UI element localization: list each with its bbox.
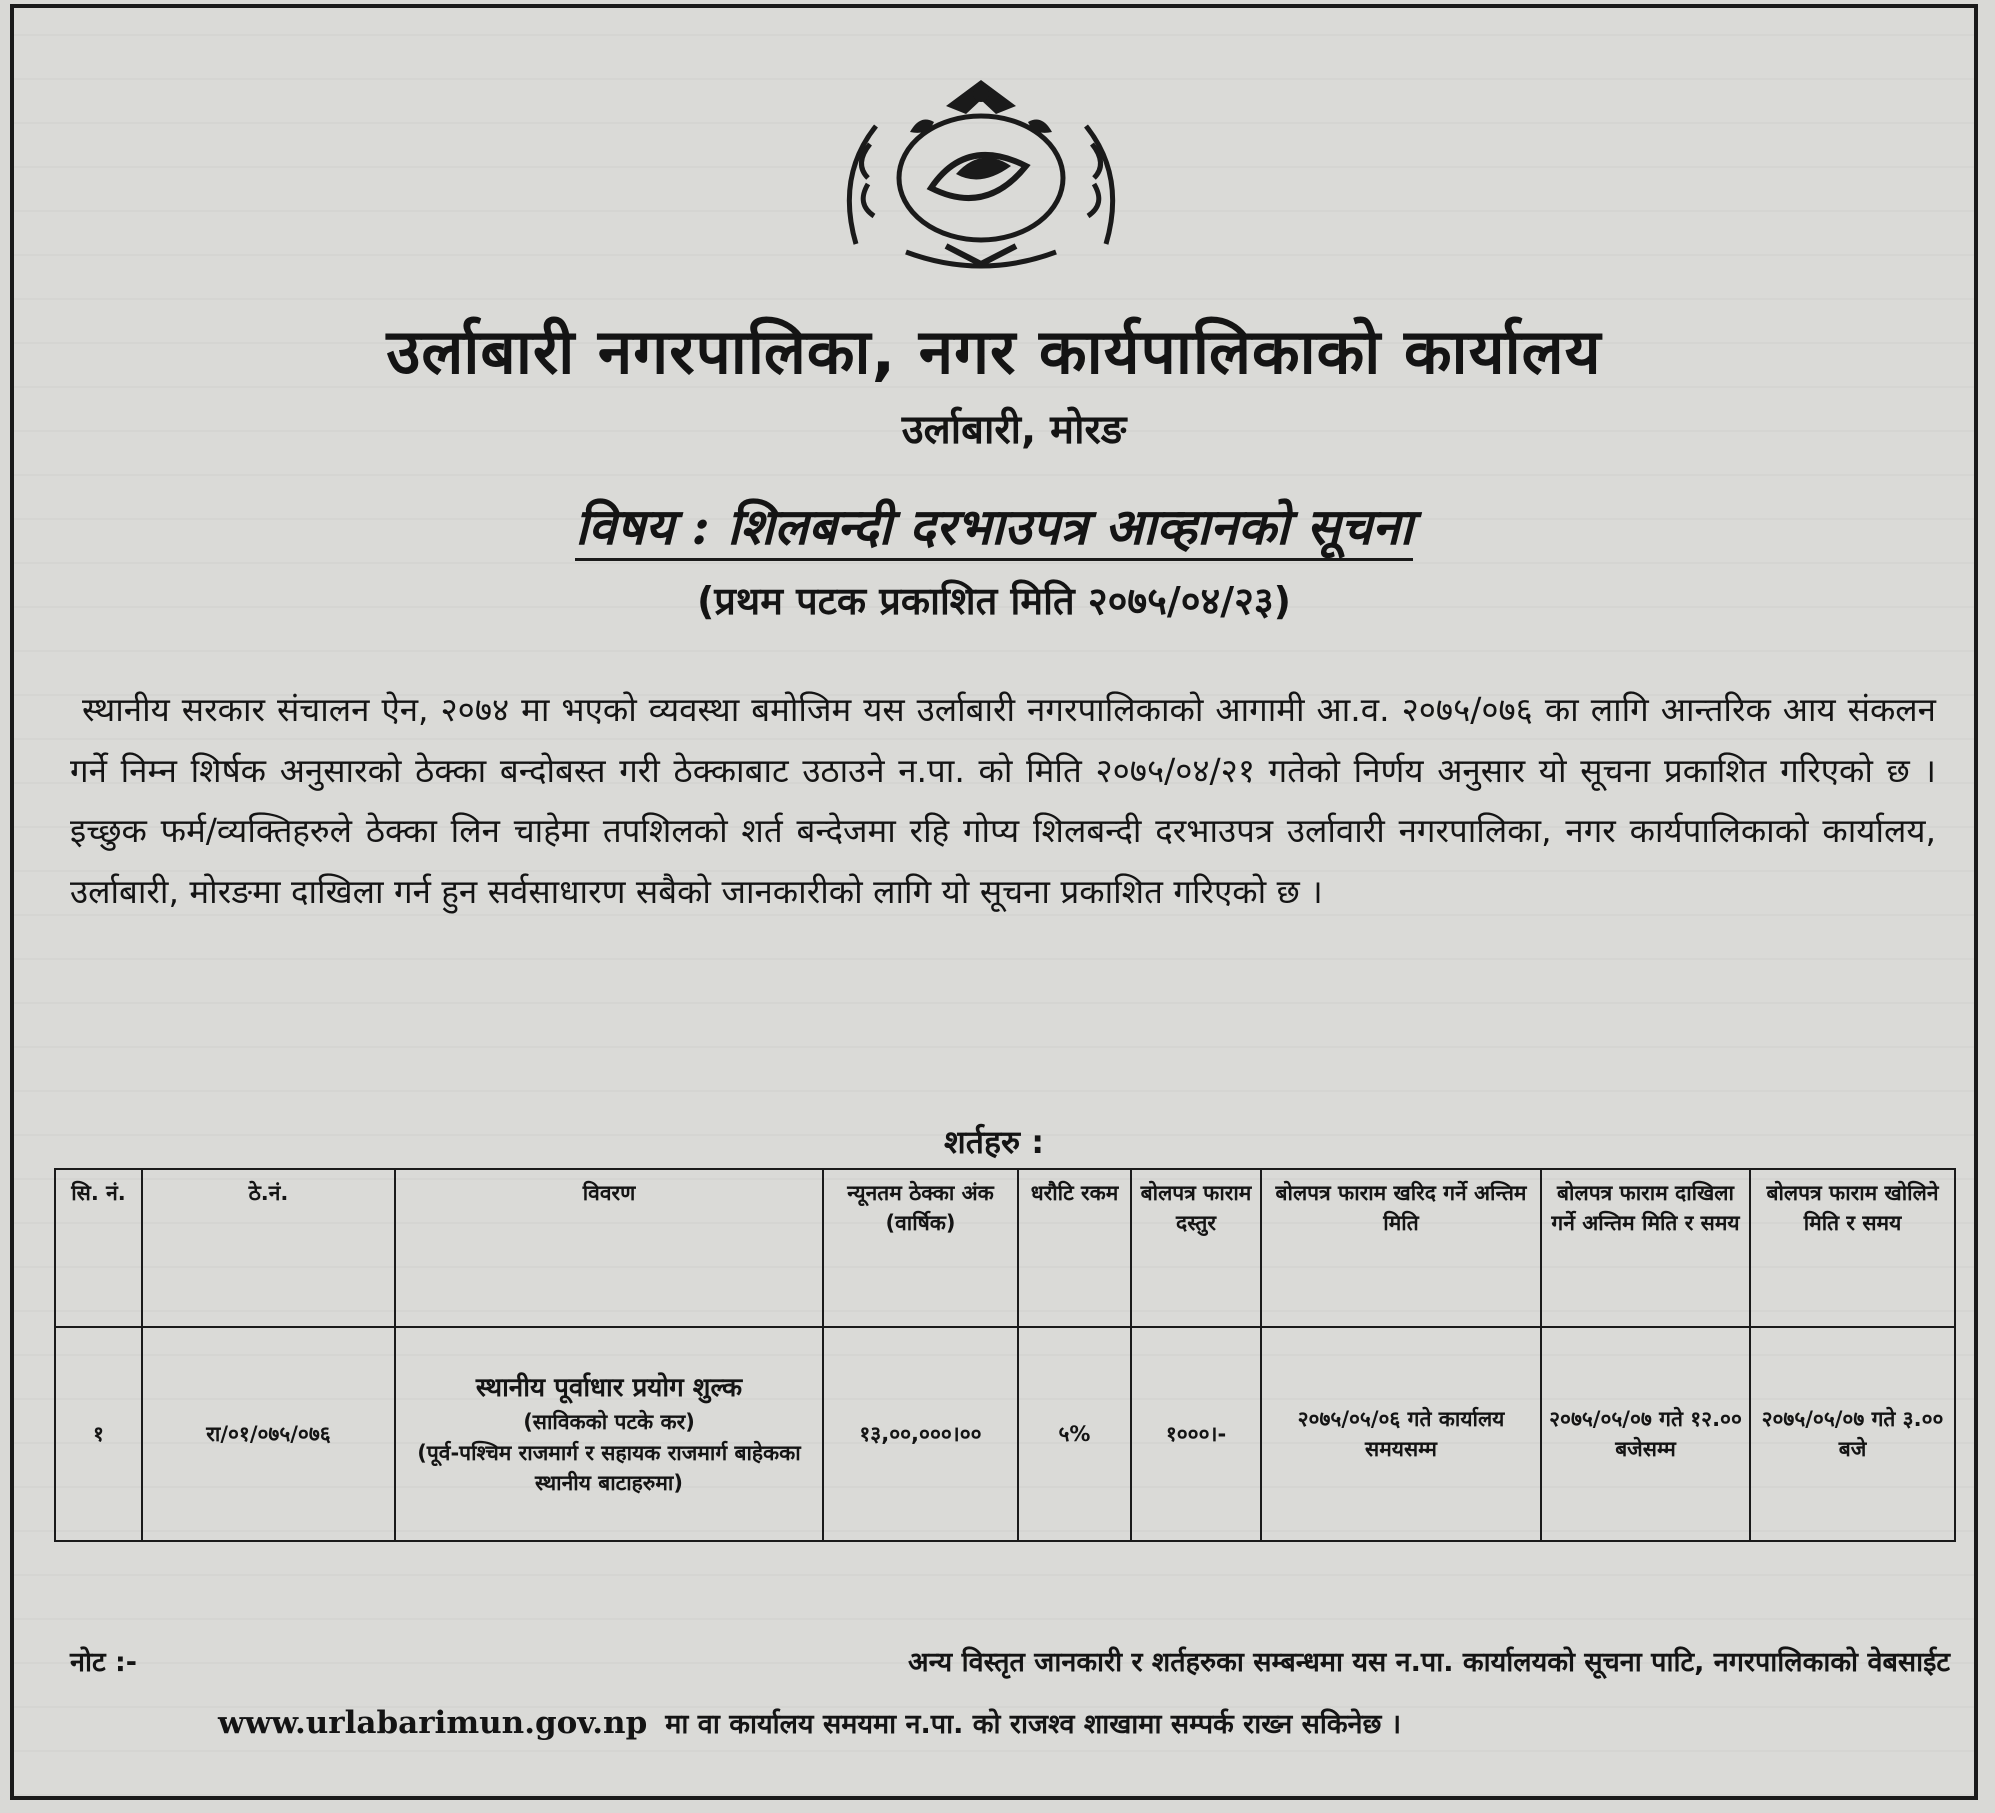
cell-min-amount: १३,००,०००।०० — [823, 1327, 1018, 1541]
cell-deposit: ५% — [1018, 1327, 1131, 1541]
notice-page — [10, 4, 1978, 1800]
col-header-sn: सि. नं. — [55, 1169, 142, 1327]
description-sub: (साविकको पटके कर) — [523, 1410, 695, 1435]
note-line-1 — [70, 1633, 1950, 1693]
table-row — [55, 1327, 1955, 1541]
notice-body: स्थानीय सरकार संचालन ऐन, २०७४ मा भएको व्यवस्था बमोजिम यस उर्लाबारी नगरपालिकाको आगामी आ.व. २०७५/०७६ का लागि आन्तरिक आय संकलन गर्ने निम्न शिर्षक अनुसारको ठेक्का बन्दोबस्त गरी ठेक्काबाट उठाउने न.पा. को मिति २०७५/०४/२१ गतेको निर्णय अनुसार यो सूचना प्रकाशित गरिएको छ । इच्छुक फर्म/व्यक्तिहरुले ठेक्का लिन चाहेमा तपशिलको शर्त बन्देजमा रहि गोप्य शिलबन्दी दरभाउपत्र उर्लावारी नगरपालिका, नगर कार्यपालिकाको कार्यालय, उर्लाबारी, मोरङमा दाखिला गर्न हुन सर्वसाधारण सबैको जानकारीको लागि यो सूचना प्रकाशित गरिएको छ । — [70, 690, 1936, 911]
cell-contract-no: रा/०१/०७५/०७६ — [142, 1327, 395, 1541]
office-title: उर्लाबारी नगरपालिका, नगर कार्यपालिकाको कार्यालय — [386, 315, 1602, 388]
notice-subject — [14, 491, 1974, 559]
col-header-contract-no: ठे.नं. — [142, 1169, 395, 1327]
note-line-2 — [70, 1693, 1950, 1755]
description-detail: (पूर्व-पश्चिम राजमार्ग र सहायक राजमार्ग बाहेकका स्थानीय बाटाहरुमा) — [417, 1440, 801, 1496]
note-label: नोट :- — [70, 1647, 137, 1678]
col-header-min-amount: न्यूनतम ठेक्का अंक (वार्षिक) — [823, 1169, 1018, 1327]
office-address: उर्लाबारी, मोरङ — [901, 407, 1127, 453]
cell-opening-time: २०७५/०५/०७ गते ३.०० बजे — [1750, 1327, 1955, 1541]
col-header-opening-time: बोलपत्र फाराम खोलिने मिति र समय — [1750, 1169, 1955, 1327]
notice-subject-text: विषय : शिलबन्दी दरभाउपत्र आव्हानको सूचना — [575, 497, 1412, 561]
note-text-1: अन्य विस्तृत जानकारी र शर्तहरुका सम्बन्धमा यस न.पा. कार्यालयको सूचना पाटि, नगरपालिकाको वेबसाईट — [907, 1647, 1950, 1678]
col-header-deposit: धरौटि रकम — [1018, 1169, 1131, 1327]
description-main: स्थानीय पूर्वाधार प्रयोग शुल्क — [475, 1372, 743, 1403]
terms-table — [54, 1168, 1956, 1542]
col-header-description: विवरण — [395, 1169, 823, 1327]
nepal-government-emblem-icon — [836, 66, 1126, 271]
col-header-purchase-deadline: बोलपत्र फाराम खरिद गर्ने अन्तिम मिति — [1261, 1169, 1541, 1327]
terms-header-row — [55, 1169, 1955, 1327]
cell-purchase-deadline: २०७५/०५/०६ गते कार्यालय समयसम्म — [1261, 1327, 1541, 1541]
cell-submission-deadline: २०७५/०५/०७ गते १२.०० बजेसम्म — [1541, 1327, 1750, 1541]
col-header-submission-deadline: बोलपत्र फाराम दाखिला गर्ने अन्तिम मिति र समय — [1541, 1169, 1750, 1327]
col-header-form-fee: बोलपत्र फाराम दस्तुर — [1131, 1169, 1261, 1327]
cell-description — [395, 1327, 823, 1541]
cell-sn: १ — [55, 1327, 142, 1541]
cell-form-fee: १०००।- — [1131, 1327, 1261, 1541]
website-link[interactable]: www.urlabarimun.gov.np — [218, 1705, 648, 1741]
note — [70, 1633, 1950, 1755]
terms-heading: शर्तहरु : — [943, 1123, 1045, 1161]
note-text-2: मा वा कार्यालय समयमा न.पा. को राजश्व शाखामा सम्पर्क राख्न सकिनेछ । — [665, 1709, 1402, 1740]
first-published-date: (प्रथम पटक प्रकाशित मिति २०७५/०४/२३) — [696, 579, 1292, 623]
